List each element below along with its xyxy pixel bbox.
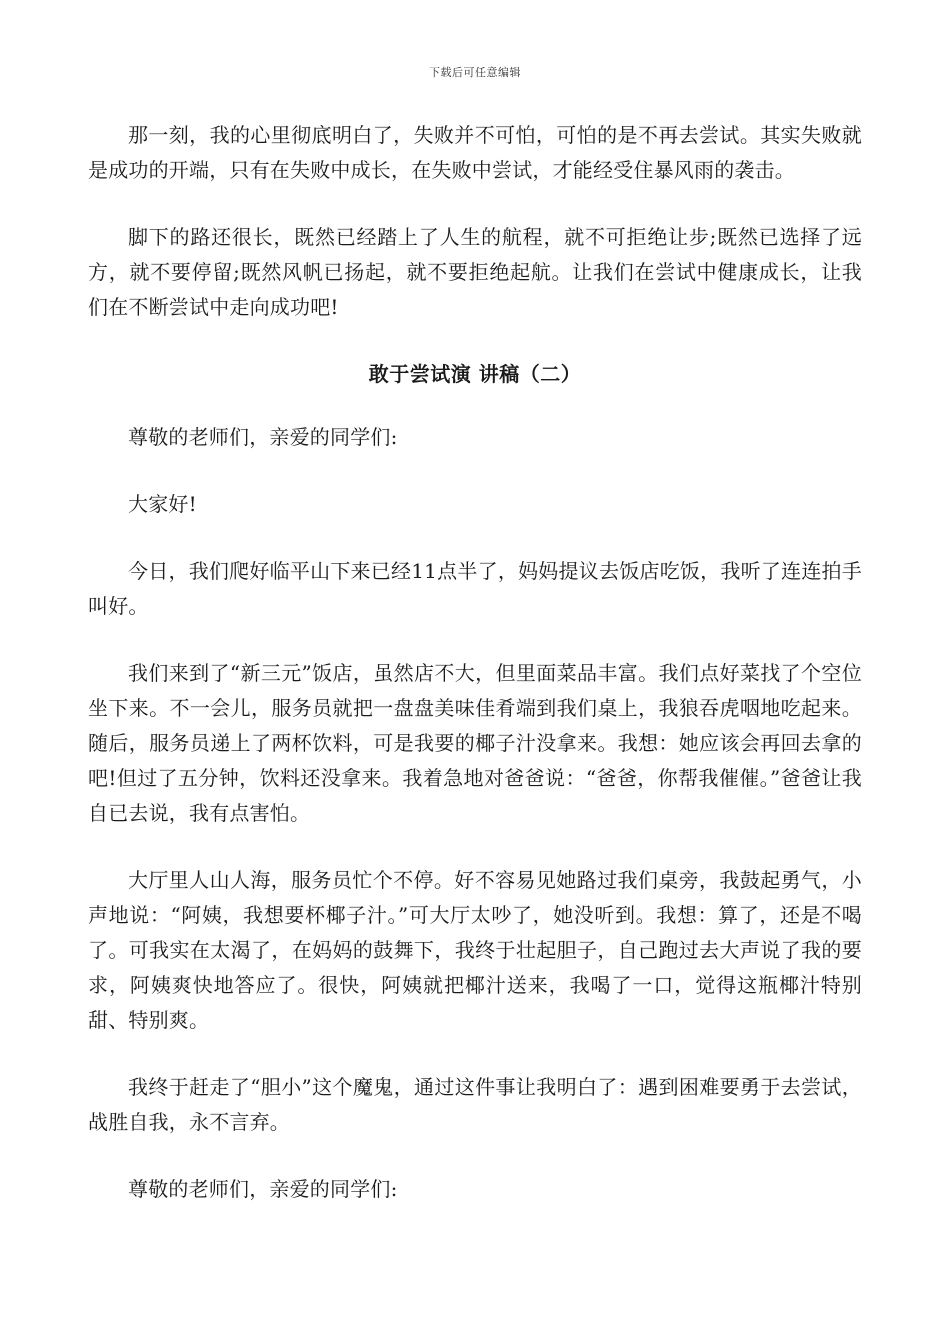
paragraph: 我终于赶走了“胆小”这个魔鬼，通过这件事让我明白了：遇到困难要勇于去尝试，战胜自我，永不言弃。 — [88, 1075, 862, 1134]
paragraph: 尊敬的老师们，亲爱的同学们: — [128, 425, 398, 449]
paragraph: 今日，我们爬好临平山下来已经11点半了，妈妈提议去饭店吃饭，我听了连连拍手叫好。 — [88, 559, 862, 618]
paragraph: 那一刻，我的心里彻底明白了，失败并不可怕，可怕的是不再去尝试。其实失败就是成功的开端，只有在失败中成长，在失败中尝试，才能经受住暴风雨的袭击。 — [88, 123, 862, 182]
paragraph: 脚下的路还很长，既然已经踏上了人生的航程，就不可拒绝让步;既然已选择了远方，就不要停留;既然风帆已扬起，就不要拒绝起航。让我们在尝试中健康成长，让我们在不断尝试中走向成功吧! — [88, 225, 862, 319]
paragraph: 我们来到了“新三元”饭店，虽然店不大，但里面菜品丰富。我们点好菜找了个空位坐下来。不一会儿，服务员就把一盘盘美味佳肴端到我们桌上，我狼吞虎咽地吃起来。随后，服务员递上了两杯饮料，可是我要的椰子汁没拿来。我想：她应该会再回去拿的吧!但过了五分钟，饮料还没拿来。我着急地对爸爸说：“爸爸，你帮我催催。”爸爸让我自已去说，我有点害怕。 — [88, 661, 862, 825]
paragraph: 尊敬的老师们，亲爱的同学们: — [128, 1177, 398, 1201]
document-body — [88, 118, 862, 1239]
paragraph: 大厅里人山人海，服务员忙个不停。好不容易见她路过我们桌旁，我鼓起勇气，小声地说：“阿姨，我想要杯椰子汁。”可大厅太吵了，她没听到。我想：算了，还是不喝了。可我实在太渴了，在妈妈的鼓舞下，我终于壮起胆子，自己跑过去大声说了我的要求，阿姨爽快地答应了。很快，阿姨就把椰汁送来，我喝了一口，觉得这瓶椰汁特别甜、特别爽。 — [88, 868, 862, 1032]
section-title: 敢于尝试演 讲稿（二） — [368, 362, 582, 386]
page-header-note: 下载后可任意编辑 — [429, 66, 521, 79]
paragraph: 大家好! — [128, 492, 197, 516]
